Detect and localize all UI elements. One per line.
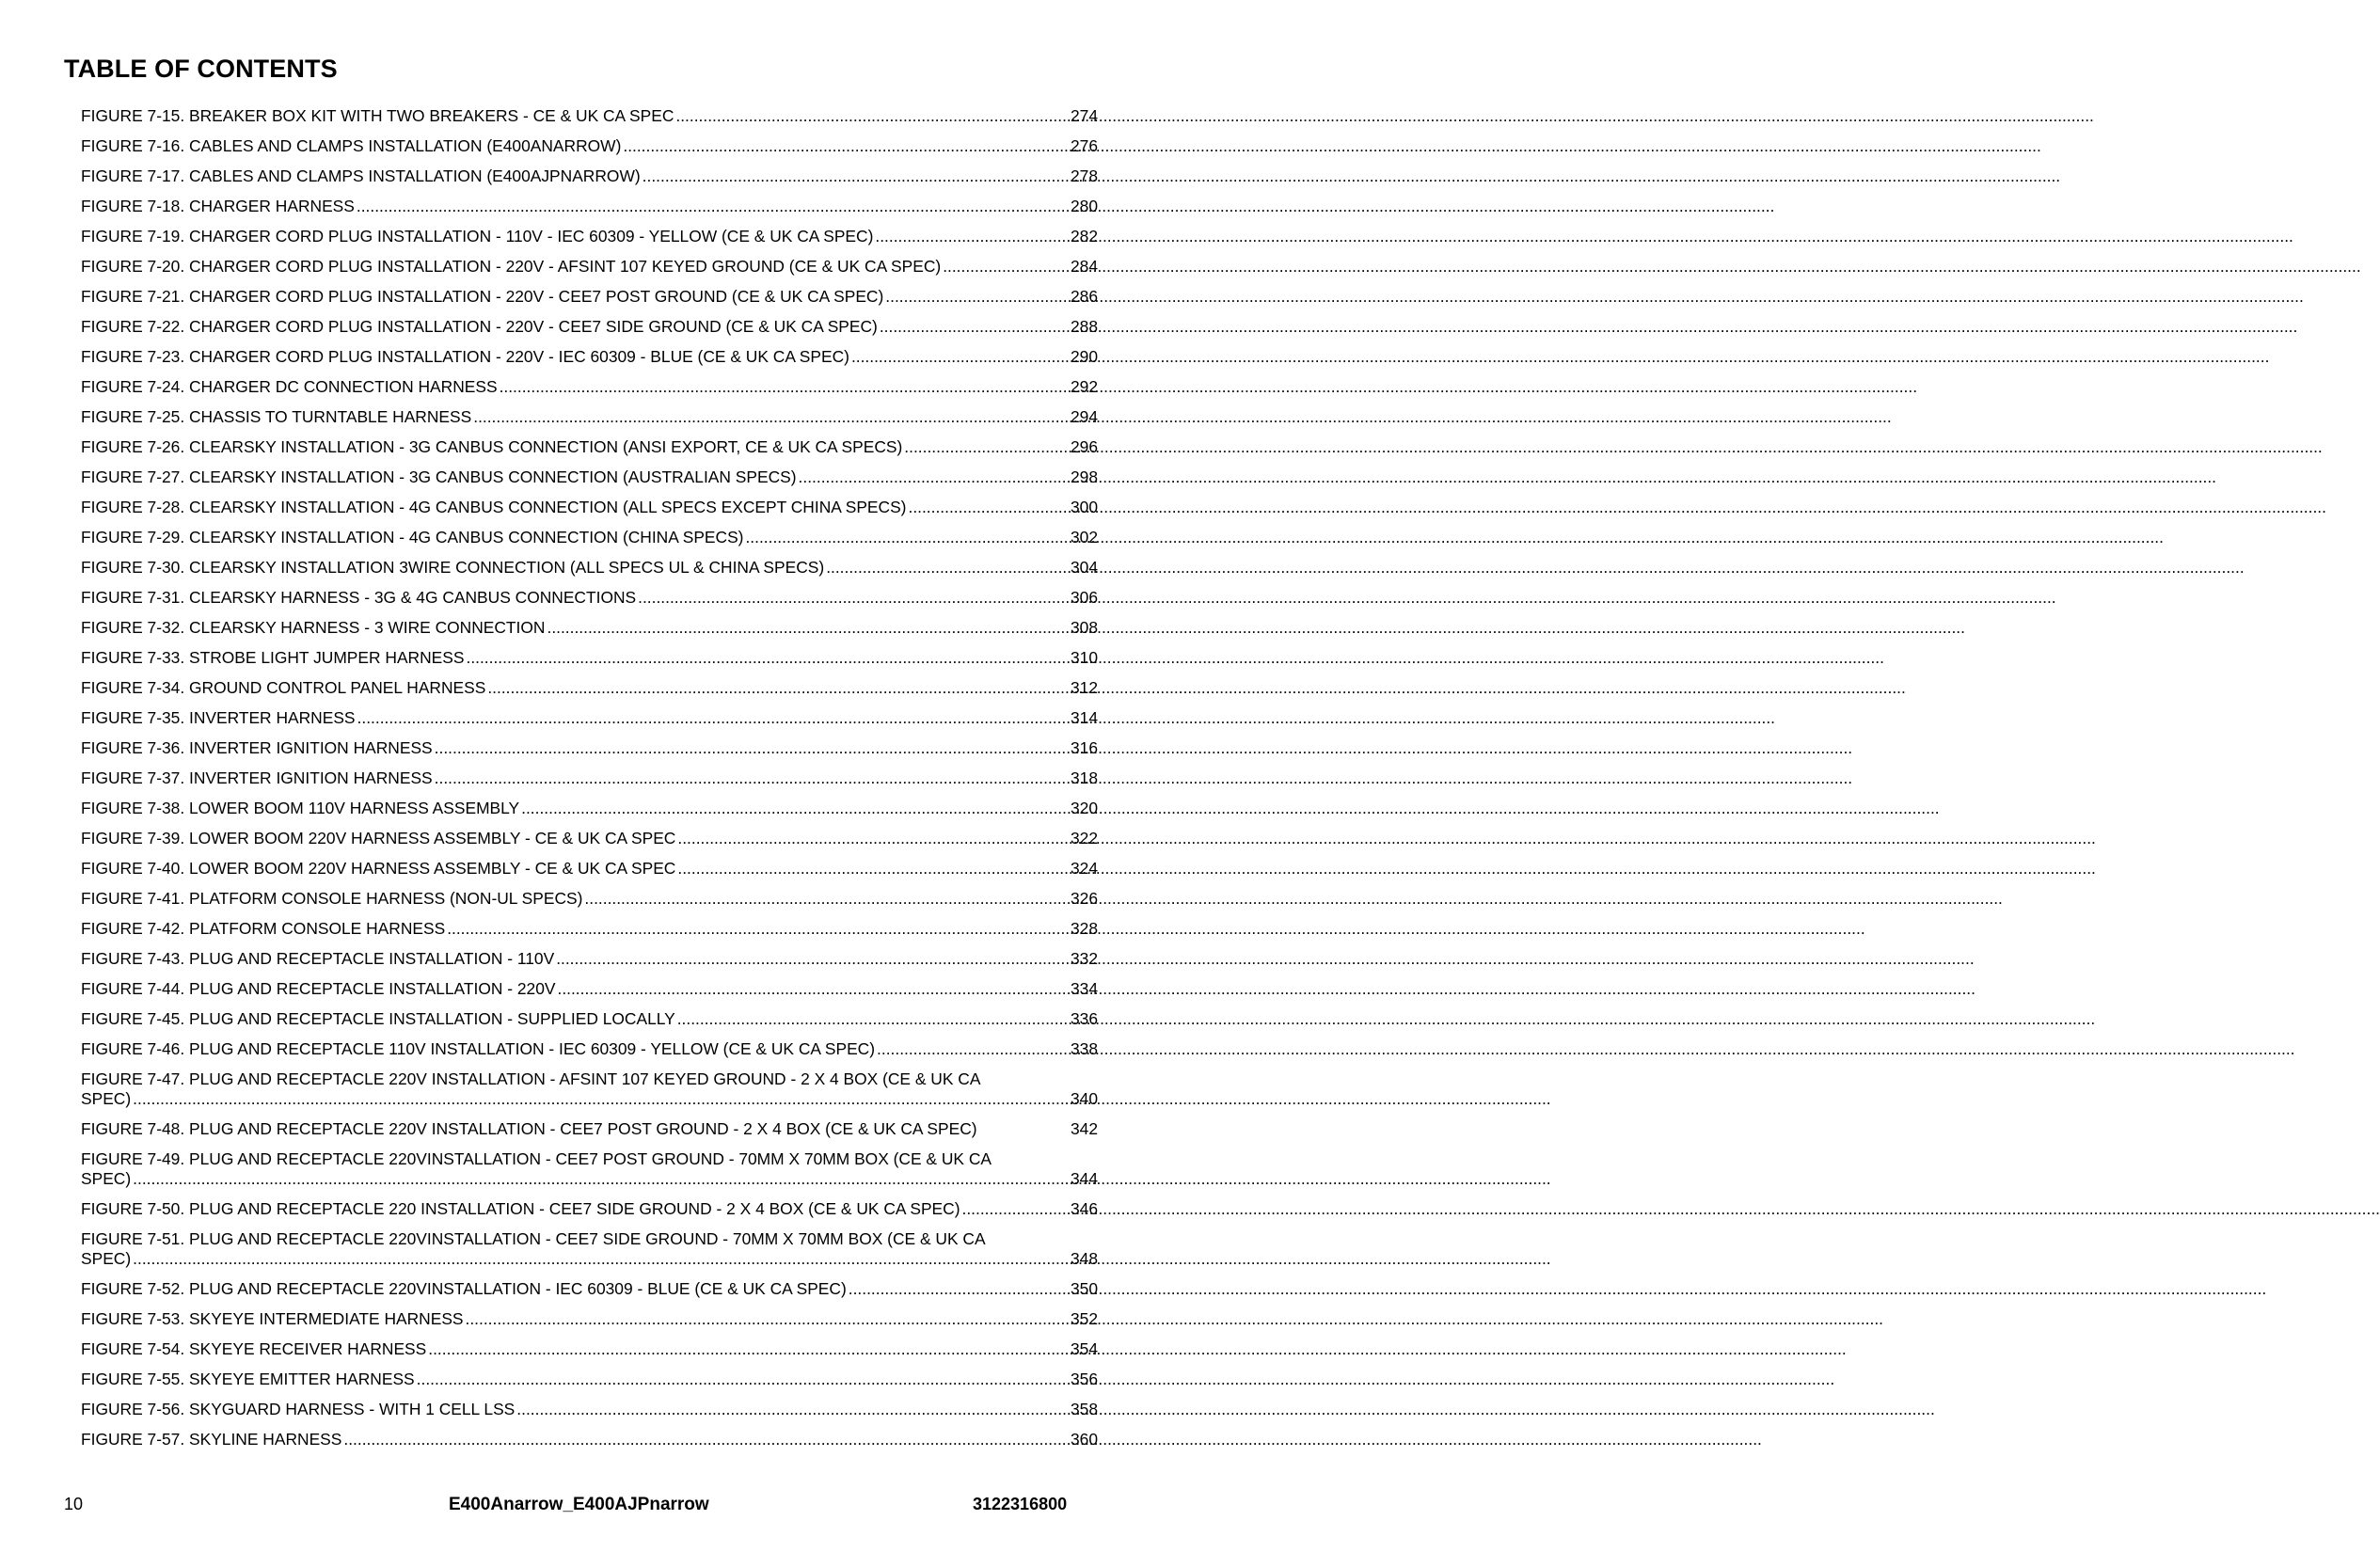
toc-entry[interactable] — [81, 528, 1098, 558]
toc-entry-title: FIGURE 7-56. SKYGUARD HARNESS - WITH 1 CELL LSS — [81, 1400, 516, 1418]
toc-entry-page-number: 298 — [1070, 467, 1098, 486]
toc-entry-title-continuation: SPEC) — [81, 1249, 132, 1268]
page-footer — [0, 1495, 1199, 1517]
toc-entry[interactable] — [81, 889, 1098, 919]
toc-entry[interactable] — [81, 197, 1098, 227]
toc-entry-title: FIGURE 7-29. CLEARSKY INSTALLATION - 4G CANBUS CONNECTION (CHINA SPECS) — [81, 528, 744, 546]
dot-leader — [473, 407, 1070, 427]
toc-entry-title: FIGURE 7-23. CHARGER CORD PLUG INSTALLATION - 220V - IEC 60309 - BLUE (CE & UK CA SPEC) — [81, 347, 849, 366]
toc-entry-title: FIGURE 7-44. PLUG AND RECEPTACLE INSTALLATION - 220V — [81, 979, 556, 998]
toc-entry-title-continuation: SPEC) — [81, 1169, 132, 1188]
toc-entry[interactable] — [81, 1370, 1098, 1400]
dot-leader — [500, 377, 1070, 397]
dot-leader — [428, 1339, 1070, 1359]
toc-entry-page-number: 314 — [1070, 708, 1098, 727]
toc-entry-page-number: 358 — [1070, 1400, 1098, 1418]
toc-entry-title: FIGURE 7-16. CABLES AND CLAMPS INSTALLATION (E400ANARROW) — [81, 136, 622, 155]
dot-leader — [133, 1249, 1070, 1269]
toc-entry-title: FIGURE 7-21. CHARGER CORD PLUG INSTALLATION - 220V - CEE7 POST GROUND (CE & UK CA SPEC) — [81, 287, 884, 306]
dot-leader — [487, 678, 1070, 698]
toc-entry[interactable] — [81, 1119, 1098, 1149]
toc-entry-page-number: 308 — [1070, 618, 1098, 637]
toc-entry-page-number: 296 — [1070, 437, 1098, 456]
toc-entry-page-number: 302 — [1070, 528, 1098, 546]
dot-leader — [343, 1430, 1070, 1449]
dot-leader — [638, 588, 1070, 608]
toc-entry-title: FIGURE 7-51. PLUG AND RECEPTACLE 220VINSTALLATION - CEE7 SIDE GROUND - 70MM X 70MM BOX (CE & UK CA — [81, 1229, 986, 1248]
toc-entry-title: FIGURE 7-25. CHASSIS TO TURNTABLE HARNESS — [81, 407, 472, 426]
footer-document-number: 3122316800 — [973, 1495, 1068, 1513]
toc-entry-title: FIGURE 7-22. CHARGER CORD PLUG INSTALLATION - 220V - CEE7 SIDE GROUND (CE & UK CA SPEC) — [81, 317, 878, 336]
toc-entry-page-number: 346 — [1070, 1199, 1098, 1218]
toc-entry[interactable] — [81, 347, 1098, 377]
toc-entry-title: FIGURE 7-55. SKYEYE EMITTER HARNESS — [81, 1370, 415, 1388]
toc-entry[interactable] — [81, 1229, 1098, 1279]
toc-entry[interactable] — [81, 257, 1098, 287]
toc-entry[interactable] — [81, 1339, 1098, 1370]
toc-entry-title: FIGURE 7-31. CLEARSKY HARNESS - 3G & 4G CANBUS CONNECTIONS — [81, 588, 637, 607]
toc-entry-page-number: 334 — [1070, 979, 1098, 998]
toc-entry[interactable] — [81, 498, 1098, 528]
toc-entry[interactable] — [81, 227, 1098, 257]
dot-leader — [677, 1009, 1070, 1029]
toc-entry-title: FIGURE 7-20. CHARGER CORD PLUG INSTALLATION - 220V - AFSINT 107 KEYED GROUND (CE & UK CA SPEC) — [81, 257, 942, 276]
dot-leader — [849, 1279, 1070, 1299]
toc-entry[interactable] — [81, 467, 1098, 498]
toc-entry[interactable] — [81, 919, 1098, 949]
toc-entry-title: FIGURE 7-27. CLEARSKY INSTALLATION - 3G CANBUS CONNECTION (AUSTRALIAN SPECS) — [81, 467, 797, 486]
toc-entry-page-number: 300 — [1070, 498, 1098, 516]
dot-leader — [584, 889, 1070, 909]
footer-page-number: 10 — [64, 1495, 84, 1513]
toc-entry-page-number: 286 — [1070, 287, 1098, 306]
dot-leader — [904, 437, 1070, 457]
dot-leader — [133, 1089, 1070, 1109]
toc-entry-title: FIGURE 7-45. PLUG AND RECEPTACLE INSTALLATION - SUPPLIED LOCALLY — [81, 1009, 675, 1028]
toc-entry[interactable] — [81, 979, 1098, 1009]
toc-entry-page-number: 360 — [1070, 1430, 1098, 1449]
toc-entry-title-continuation: SPEC) — [81, 1089, 132, 1108]
toc-entry-title: FIGURE 7-42. PLATFORM CONSOLE HARNESS — [81, 919, 446, 938]
dot-leader — [623, 136, 1070, 156]
toc-list — [81, 106, 1098, 1460]
toc-entry-page-number: 354 — [1070, 1339, 1098, 1358]
toc-entry-page-number: 356 — [1070, 1370, 1098, 1388]
toc-entry-title: FIGURE 7-37. INVERTER IGNITION HARNESS — [81, 768, 433, 787]
toc-entry[interactable] — [81, 437, 1098, 467]
toc-entry-page-number: 306 — [1070, 588, 1098, 607]
toc-entry[interactable] — [81, 829, 1098, 859]
dot-leader — [521, 799, 1070, 818]
dot-leader — [133, 1169, 1070, 1189]
toc-entry-page-number: 276 — [1070, 136, 1098, 155]
toc-entry-title: FIGURE 7-52. PLUG AND RECEPTACLE 220VINSTALLATION - IEC 60309 - BLUE (CE & UK CA SPEC) — [81, 1279, 847, 1298]
toc-entry[interactable] — [81, 136, 1098, 166]
toc-entry-title: FIGURE 7-47. PLUG AND RECEPTACLE 220V INSTALLATION - AFSINT 107 KEYED GROUND - 2 X 4 BOX (CE & UK CA — [81, 1069, 981, 1088]
dot-leader — [826, 558, 1070, 578]
dot-leader — [643, 166, 1070, 186]
toc-entry-title: FIGURE 7-34. GROUND CONTROL PANEL HARNESS — [81, 678, 486, 697]
dot-leader — [851, 347, 1070, 367]
toc-entry-title: FIGURE 7-18. CHARGER HARNESS — [81, 197, 355, 215]
toc-entry-page-number: 342 — [1070, 1119, 1098, 1138]
toc-entry-title: FIGURE 7-54. SKYEYE RECEIVER HARNESS — [81, 1339, 427, 1358]
dot-leader — [877, 1039, 1070, 1059]
toc-entry-title: FIGURE 7-17. CABLES AND CLAMPS INSTALLATION (E400AJPNARROW) — [81, 166, 641, 185]
toc-entry-page-number: 282 — [1070, 227, 1098, 245]
dot-leader — [447, 919, 1070, 939]
dot-leader — [677, 859, 1070, 879]
toc-entry-page-number: 336 — [1070, 1009, 1098, 1028]
toc-entry-title: FIGURE 7-48. PLUG AND RECEPTACLE 220V INSTALLATION - CEE7 POST GROUND - 2 X 4 BOX (CE & UK CA SPEC) — [81, 1119, 977, 1138]
toc-entry-page-number: 280 — [1070, 197, 1098, 215]
toc-entry[interactable] — [81, 1039, 1098, 1069]
dot-leader — [885, 287, 1070, 307]
dot-leader — [466, 1309, 1070, 1329]
toc-entry-page-number: 284 — [1070, 257, 1098, 276]
toc-entry[interactable] — [81, 949, 1098, 979]
toc-entry-title: FIGURE 7-49. PLUG AND RECEPTACLE 220VINSTALLATION - CEE7 POST GROUND - 70MM X 70MM BOX (CE & UK CA — [81, 1149, 992, 1168]
footer-model-name: E400Anarrow_E400AJPnarrow — [449, 1495, 709, 1514]
dot-leader — [547, 618, 1070, 638]
toc-entry[interactable] — [81, 106, 1098, 136]
toc-entry-title: FIGURE 7-35. INVERTER HARNESS — [81, 708, 356, 727]
toc-entry[interactable] — [81, 678, 1098, 708]
toc-entry[interactable] — [81, 317, 1098, 347]
toc-entry-page-number: 322 — [1070, 829, 1098, 847]
toc-entry-title: FIGURE 7-36. INVERTER IGNITION HARNESS — [81, 738, 433, 757]
toc-entry[interactable] — [81, 407, 1098, 437]
toc-entry[interactable] — [81, 1009, 1098, 1039]
dot-leader — [557, 979, 1070, 999]
toc-entry[interactable] — [81, 618, 1098, 648]
toc-entry-title: FIGURE 7-28. CLEARSKY INSTALLATION - 4G CANBUS CONNECTION (ALL SPECS EXCEPT CHINA SPECS) — [81, 498, 907, 516]
toc-entry-title: FIGURE 7-53. SKYEYE INTERMEDIATE HARNESS — [81, 1309, 464, 1328]
toc-entry-page-number: 304 — [1070, 558, 1098, 577]
dot-leader — [417, 1370, 1070, 1389]
dot-leader — [435, 738, 1070, 758]
toc-entry-title: FIGURE 7-30. CLEARSKY INSTALLATION 3WIRE CONNECTION (ALL SPECS UL & CHINA SPECS) — [81, 558, 825, 577]
toc-entry-page-number: 318 — [1070, 768, 1098, 787]
toc-entry-page-number: 294 — [1070, 407, 1098, 426]
dot-leader — [435, 768, 1070, 788]
toc-entry-page-number: 316 — [1070, 738, 1098, 757]
toc-entry[interactable] — [81, 859, 1098, 889]
dot-leader — [880, 317, 1070, 337]
toc-entry[interactable] — [81, 708, 1098, 738]
toc-entry[interactable] — [81, 1149, 1098, 1199]
toc-entry-title: FIGURE 7-57. SKYLINE HARNESS — [81, 1430, 342, 1449]
dot-leader — [357, 197, 1070, 216]
toc-entry[interactable] — [81, 377, 1098, 407]
toc-entry-title: FIGURE 7-41. PLATFORM CONSOLE HARNESS (NON-UL SPECS) — [81, 889, 583, 908]
toc-entry-page-number: 312 — [1070, 678, 1098, 697]
toc-entry[interactable] — [81, 799, 1098, 829]
dot-leader — [466, 648, 1070, 668]
toc-entry-page-number: 340 — [1070, 1089, 1098, 1108]
dot-leader — [875, 227, 1070, 246]
toc-entry[interactable] — [81, 738, 1098, 768]
toc-entry-page-number: 332 — [1070, 949, 1098, 968]
toc-entry[interactable] — [81, 1430, 1098, 1460]
toc-entry-page-number: 348 — [1070, 1249, 1098, 1268]
toc-entry[interactable] — [81, 588, 1098, 618]
dot-leader — [516, 1400, 1070, 1419]
toc-entry[interactable] — [81, 1199, 1098, 1229]
toc-entry[interactable] — [81, 287, 1098, 317]
toc-entry[interactable] — [81, 166, 1098, 197]
toc-entry-title: FIGURE 7-50. PLUG AND RECEPTACLE 220 INSTALLATION - CEE7 SIDE GROUND - 2 X 4 BOX (CE & UK CA SPEC) — [81, 1199, 960, 1218]
toc-entry-title: FIGURE 7-43. PLUG AND RECEPTACLE INSTALLATION - 110V — [81, 949, 555, 968]
toc-entry[interactable] — [81, 1279, 1098, 1309]
toc-entry-page-number: 288 — [1070, 317, 1098, 336]
dot-leader — [962, 1199, 1070, 1219]
toc-entry-page-number: 292 — [1070, 377, 1098, 396]
toc-entry[interactable] — [81, 1309, 1098, 1339]
toc-entry-page-number: 310 — [1070, 648, 1098, 667]
toc-entry-page-number: 326 — [1070, 889, 1098, 908]
toc-entry-page-number: 350 — [1070, 1279, 1098, 1298]
toc-entry-page-number: 290 — [1070, 347, 1098, 366]
toc-entry-title: FIGURE 7-19. CHARGER CORD PLUG INSTALLATION - 110V - IEC 60309 - YELLOW (CE & UK CA SPEC) — [81, 227, 874, 245]
toc-entry-title: FIGURE 7-32. CLEARSKY HARNESS - 3 WIRE CONNECTION — [81, 618, 546, 637]
toc-entry-title: FIGURE 7-33. STROBE LIGHT JUMPER HARNESS — [81, 648, 465, 667]
toc-entry[interactable] — [81, 768, 1098, 799]
toc-entry-page-number: 328 — [1070, 919, 1098, 938]
toc-entry-page-number: 344 — [1070, 1169, 1098, 1188]
toc-entry-page-number: 320 — [1070, 799, 1098, 817]
toc-entry-title: FIGURE 7-38. LOWER BOOM 110V HARNESS ASSEMBLY — [81, 799, 520, 817]
dot-leader — [677, 829, 1070, 848]
toc-entry-page-number: 352 — [1070, 1309, 1098, 1328]
toc-entry[interactable] — [81, 558, 1098, 588]
page-title: TABLE OF CONTENTS — [64, 55, 338, 83]
toc-entry-page-number: 324 — [1070, 859, 1098, 878]
dot-leader — [556, 949, 1070, 969]
toc-entry-title: FIGURE 7-40. LOWER BOOM 220V HARNESS ASSEMBLY - CE & UK CA SPEC — [81, 859, 676, 878]
toc-entry-title: FIGURE 7-15. BREAKER BOX KIT WITH TWO BREAKERS - CE & UK CA SPEC — [81, 106, 674, 125]
toc-entry-title: FIGURE 7-46. PLUG AND RECEPTACLE 110V INSTALLATION - IEC 60309 - YELLOW (CE & UK CA SPEC) — [81, 1039, 876, 1058]
toc-entry[interactable] — [81, 1400, 1098, 1430]
dot-leader — [745, 528, 1070, 547]
dot-leader — [943, 257, 1070, 277]
toc-entry[interactable] — [81, 648, 1098, 678]
dot-leader — [357, 708, 1070, 728]
toc-entry-page-number: 274 — [1070, 106, 1098, 125]
toc-entry-title: FIGURE 7-24. CHARGER DC CONNECTION HARNESS — [81, 377, 498, 396]
toc-entry-title: FIGURE 7-39. LOWER BOOM 220V HARNESS ASSEMBLY - CE & UK CA SPEC — [81, 829, 676, 847]
toc-entry-page-number: 278 — [1070, 166, 1098, 185]
toc-entry[interactable] — [81, 1069, 1098, 1119]
dot-leader — [908, 498, 1070, 517]
dot-leader — [799, 467, 1070, 487]
toc-entry-title: FIGURE 7-26. CLEARSKY INSTALLATION - 3G CANBUS CONNECTION (ANSI EXPORT, CE & UK CA SPECS) — [81, 437, 903, 456]
toc-entry-page-number: 338 — [1070, 1039, 1098, 1058]
dot-leader — [675, 106, 1070, 126]
